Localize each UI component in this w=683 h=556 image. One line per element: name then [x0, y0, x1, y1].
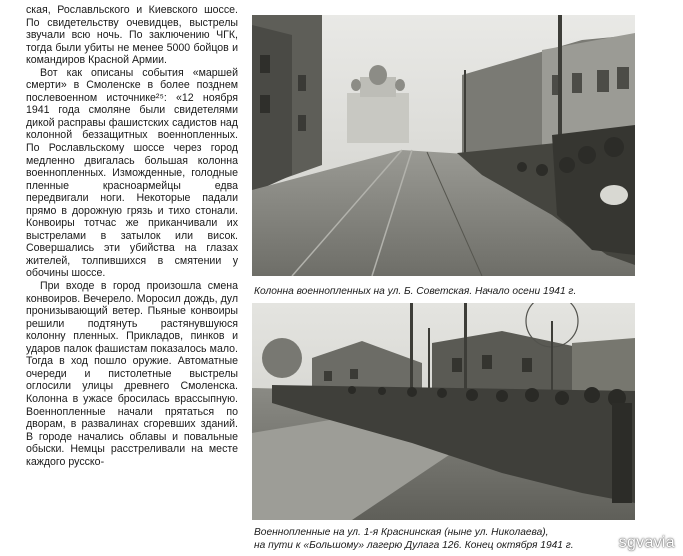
top-photo-image [252, 15, 635, 276]
bottom-photo-image [252, 303, 635, 520]
paragraph-2: Вот как описаны события «маршей смерти» в Смоленске в более позднем послевоенном источнике²⁵: «12 ноября 1941 года смоляне были свидетелями дикой расправы фашистских садистов над колонной беззащитных военнопленных. По Рославльскому шоссе через город медленно двигалась большая колонна военнопленных. Изможденные, голодные пленные красноармейцы едва передвигали ноги. Некоторые падали прямо в дорожную грязь и тихо стонали. Конвоиры тотчас же приканчивали их выстрелами в затылок или висок. Совершались эти убийства на глазах жителей, толпившихся в смятении у обочины шоссе. [26, 66, 238, 280]
paragraph-3: При входе в город произошла смена конвоиров. Вечерело. Моросил дождь, дул пронизывающий ветер. Пьяные конвоиры решили подтянуть растянувшуюся колонну пленных. Прикладов, пинков и ударов палок фашистам показалось мало. Тогда в ход пошло оружие. Автоматные очереди и пистолетные выстрелы оглосили улицы древнего Смоленска. Колонна в ужасе бросилась врассыпную. Военнопленные начали прятаться по дворам, в развалинах сгоревших зданий. В городе начались облавы и повальные обыски. Немцы расстреливали на месте каждого русско- [26, 280, 238, 468]
bottom-photo-caption-line2: на пути к «Большому» лагерю Дулага 126. Конец октября 1941 г. [254, 540, 574, 551]
bottom-photo [252, 303, 635, 520]
watermark: sgvavia [618, 534, 675, 551]
bottom-photo-caption-line1: Военнопленные на ул. 1-я Краснинская (ныне ул. Николаева), [254, 527, 549, 538]
top-photo-caption: Колонна военнопленных на ул. Б. Советская. Начало осени 1941 г. [254, 286, 577, 297]
paragraph-1: ская, Рославльского и Киевского шоссе. По свидетельству очевидцев, выстрелы звучали всю ночь. По заключению ЧГК, тогда были убиты не менее 5000 бойцов и командиров Красной Армии. [26, 4, 238, 67]
top-photo [252, 15, 635, 276]
body-text-column [26, 4, 238, 556]
